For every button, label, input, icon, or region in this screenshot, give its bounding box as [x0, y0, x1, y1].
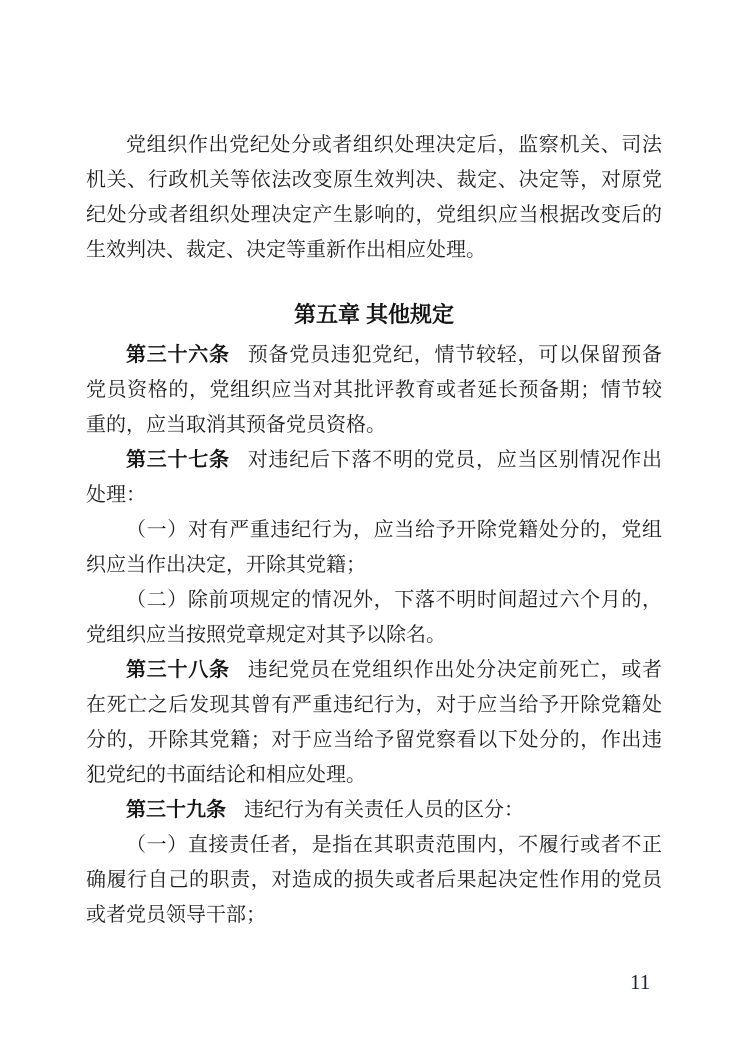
article-39-text: 违纪行为有关责任人员的区分：	[244, 799, 524, 821]
article-39	[86, 793, 662, 828]
article-38-term: 第三十八条	[126, 659, 230, 681]
article-37	[86, 443, 662, 513]
article-36-text: 预备党员违犯党纪，情节较轻，可以保留预备党员资格的，党组织应当对其批评教育或者延长预备期；情节较重的，应当取消其预备党员资格。	[86, 344, 662, 436]
article-39-item-1: （一）直接责任者，是指在其职责范围内，不履行或者不正确履行自己的职责，对造成的损失或者后果起决定性作用的党员或者党员领导干部；	[86, 834, 662, 926]
page-number: 11	[630, 970, 651, 994]
paragraph-intro: 党组织作出党纪处分或者组织处理决定后，监察机关、司法机关、行政机关等依法改变原生效判决、裁定、决定等，对原党纪处分或者组织处理决定产生影响的，党组织应当根据改变后的生效判决、裁定、决定等重新作出相应处理。	[86, 134, 662, 261]
article-37-term: 第三十七条	[126, 449, 230, 471]
article-37-text: 对违纪后下落不明的党员，应当区别情况作出处理：	[86, 449, 662, 506]
chapter-heading: 第五章 其他规定	[293, 302, 455, 327]
article-37-item-1: （一）对有严重违纪行为，应当给予开除党籍处分的，党组织应当作出决定，开除其党籍；	[86, 519, 662, 576]
article-38	[86, 653, 662, 793]
article-38-text: 违纪党员在党组织作出处分决定前死亡，或者在死亡之后发现其曾有严重违纪行为，对于应当给予开除党籍处分的，开除其党籍；对于应当给予留党察看以下处分的，作出违犯党纪的书面结论和相应处理。	[86, 659, 662, 786]
article-36	[86, 338, 662, 443]
article-36-term: 第三十六条	[126, 344, 230, 366]
article-39-term: 第三十九条	[126, 799, 226, 821]
article-37-item-2: （二）除前项规定的情况外，下落不明时间超过六个月的，党组织应当按照党章规定对其予以除名。	[86, 589, 662, 646]
